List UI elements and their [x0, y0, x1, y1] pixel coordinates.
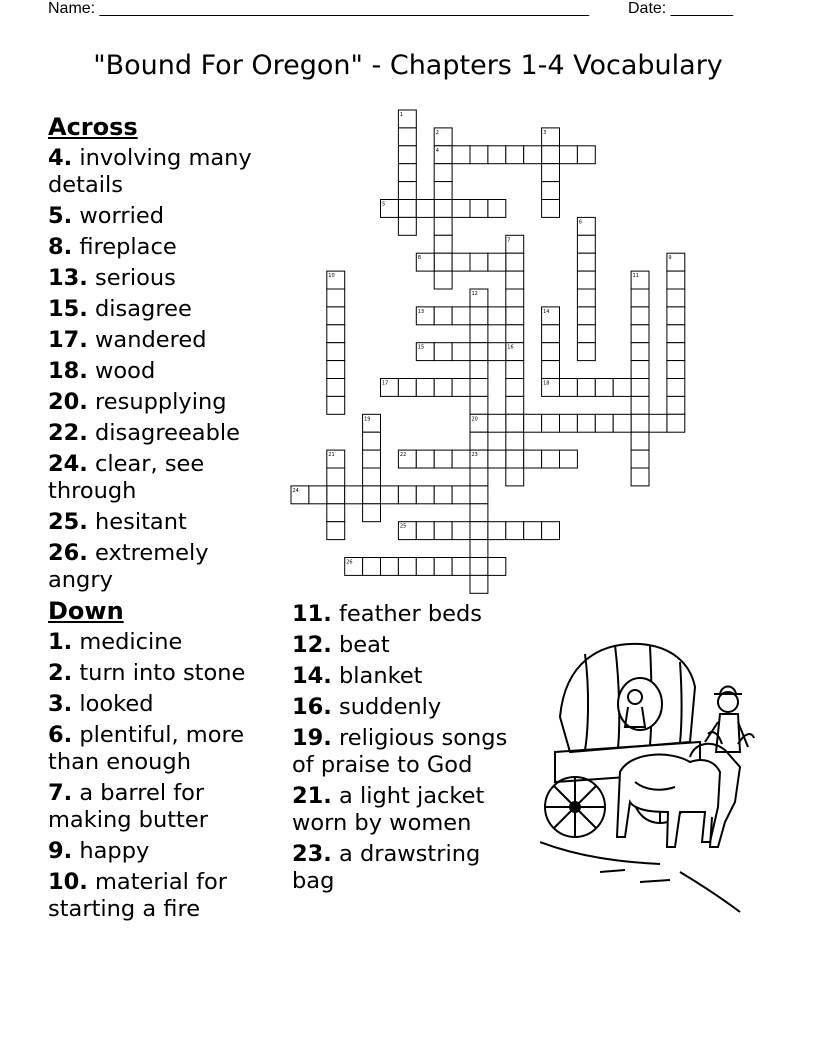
- clue-number: 10.: [48, 869, 88, 895]
- clue-number: 1.: [48, 629, 73, 655]
- grid-cell[interactable]: [488, 146, 506, 164]
- grid-cell[interactable]: [506, 396, 524, 414]
- grid-cell[interactable]: [416, 486, 434, 504]
- grid-cell[interactable]: [452, 558, 470, 576]
- grid-cell[interactable]: [506, 289, 524, 307]
- clue-number: 13.: [48, 265, 88, 291]
- grid-cell[interactable]: [631, 379, 649, 397]
- grid-cell[interactable]: [345, 486, 363, 504]
- grid-cell[interactable]: [488, 450, 506, 468]
- clue-number: 6.: [48, 722, 73, 748]
- grid-cell[interactable]: [452, 522, 470, 540]
- clue-number: 14.: [292, 663, 332, 689]
- grid-cell[interactable]: [631, 450, 649, 468]
- grid-cell[interactable]: [649, 414, 667, 432]
- date-label: Date:: [628, 0, 667, 17]
- grid-cell[interactable]: [524, 146, 542, 164]
- grid-cell[interactable]: [506, 414, 524, 432]
- grid-cell[interactable]: [452, 253, 470, 271]
- grid-cell-number: 12: [471, 291, 478, 297]
- grid-cell[interactable]: [327, 468, 345, 486]
- clue-number: 19.: [292, 725, 332, 751]
- grid-cell[interactable]: [416, 200, 434, 218]
- grid-cell[interactable]: [631, 396, 649, 414]
- grid-cell[interactable]: [488, 253, 506, 271]
- clue-text: turn into stone: [79, 660, 246, 686]
- grid-cell[interactable]: [363, 468, 381, 486]
- grid-cell[interactable]: [542, 325, 560, 343]
- grid-cell[interactable]: [416, 379, 434, 397]
- clue-text: a drawstring bag: [292, 841, 481, 894]
- grid-cell[interactable]: [631, 307, 649, 325]
- grid-cell[interactable]: [398, 128, 416, 146]
- grid-cell[interactable]: [470, 253, 488, 271]
- grid-cell[interactable]: [470, 361, 488, 379]
- grid-cell[interactable]: [631, 468, 649, 486]
- grid-cell[interactable]: [398, 486, 416, 504]
- clue-number: 23.: [292, 841, 332, 867]
- grid-cell-number: 4: [435, 147, 439, 154]
- grid-cell[interactable]: [667, 343, 685, 361]
- clue-item: [292, 725, 512, 779]
- grid-cell[interactable]: [577, 414, 595, 432]
- grid-cell[interactable]: [470, 200, 488, 218]
- grid-cell[interactable]: [542, 182, 560, 200]
- clue-text: medicine: [79, 629, 183, 655]
- grid-cell[interactable]: [398, 200, 416, 218]
- grid-cell[interactable]: [488, 343, 506, 361]
- clue-item: [48, 327, 278, 354]
- grid-cell[interactable]: [560, 414, 578, 432]
- grid-cell-number: 1: [399, 112, 404, 118]
- grid-cell[interactable]: [542, 343, 560, 361]
- grid-cell[interactable]: [506, 468, 524, 486]
- grid-cell[interactable]: [488, 414, 506, 432]
- grid-cell[interactable]: [398, 146, 416, 164]
- clue-text: feather beds: [339, 601, 483, 627]
- grid-cell[interactable]: [506, 361, 524, 379]
- grid-cell[interactable]: [595, 414, 613, 432]
- grid-cell[interactable]: [542, 522, 560, 540]
- grid-cell[interactable]: [363, 432, 381, 450]
- grid-cell[interactable]: [363, 558, 381, 576]
- grid-cell[interactable]: [434, 164, 452, 182]
- grid-cell[interactable]: [470, 504, 488, 522]
- grid-cell[interactable]: [398, 379, 416, 397]
- grid-cell[interactable]: [434, 235, 452, 253]
- grid-cell[interactable]: [470, 325, 488, 343]
- clue-number: 16.: [292, 694, 332, 720]
- grid-cell[interactable]: [327, 504, 345, 522]
- grid-cell[interactable]: [667, 379, 685, 397]
- grid-cell[interactable]: [506, 271, 524, 289]
- grid-cell-number: 6: [578, 219, 583, 226]
- grid-cell-number: 3: [543, 129, 547, 136]
- clue-number: 9.: [48, 838, 73, 864]
- down-list-left: [48, 629, 278, 923]
- grid-cell[interactable]: [577, 343, 595, 361]
- clue-text: wood: [95, 358, 156, 384]
- grid-cell[interactable]: [542, 200, 560, 218]
- grid-cell-number: 13: [417, 308, 425, 315]
- grid-cell[interactable]: [524, 450, 542, 468]
- name-blank: _______________________________________________________: [99, 0, 589, 17]
- grid-cell[interactable]: [542, 146, 560, 164]
- grid-cell[interactable]: [506, 146, 524, 164]
- grid-cell[interactable]: [470, 146, 488, 164]
- clue-text: material for starting a fire: [48, 869, 228, 922]
- grid-cell[interactable]: [434, 253, 452, 271]
- grid-cell[interactable]: [542, 361, 560, 379]
- clue-number: 12.: [292, 632, 332, 658]
- grid-cell-number: 22: [399, 452, 407, 459]
- grid-cell[interactable]: [577, 271, 595, 289]
- grid-cell[interactable]: [667, 396, 685, 414]
- clue-item: [48, 420, 278, 447]
- grid-cell[interactable]: [398, 558, 416, 576]
- clue-text: looked: [79, 691, 154, 717]
- grid-cell[interactable]: [363, 450, 381, 468]
- grid-cell[interactable]: [577, 379, 595, 397]
- grid-cell[interactable]: [667, 361, 685, 379]
- clue-item: [292, 601, 512, 628]
- grid-cell[interactable]: [542, 450, 560, 468]
- grid-cell[interactable]: [434, 558, 452, 576]
- clue-text: suddenly: [339, 694, 442, 720]
- page-title: "Bound For Oregon" - Chapters 1-4 Vocabulary: [93, 50, 723, 81]
- clue-item: [48, 838, 278, 865]
- grid-cell[interactable]: [416, 558, 434, 576]
- clue-number: 18.: [48, 358, 88, 384]
- grid-cell[interactable]: [667, 325, 685, 343]
- grid-cell[interactable]: [434, 486, 452, 504]
- grid-cell[interactable]: [416, 522, 434, 540]
- grid-cell[interactable]: [470, 486, 488, 504]
- clue-text: disagreeable: [95, 420, 240, 446]
- grid-cell[interactable]: [327, 307, 345, 325]
- grid-cell[interactable]: [488, 200, 506, 218]
- grid-cell[interactable]: [470, 379, 488, 397]
- grid-cell[interactable]: [327, 361, 345, 379]
- grid-cell[interactable]: [560, 146, 578, 164]
- grid-cell[interactable]: [434, 200, 452, 218]
- name-label: Name:: [48, 0, 96, 17]
- grid-cell[interactable]: [452, 307, 470, 325]
- grid-cell[interactable]: [434, 182, 452, 200]
- grid-cell[interactable]: [667, 289, 685, 307]
- grid-cell[interactable]: [381, 486, 399, 504]
- across-list: [48, 145, 278, 594]
- grid-cell[interactable]: [327, 325, 345, 343]
- clue-item: [48, 722, 278, 776]
- clue-text: beat: [339, 632, 390, 658]
- clue-item: [48, 509, 278, 536]
- grid-cell[interactable]: [524, 414, 542, 432]
- clue-text: wandered: [95, 327, 207, 353]
- clue-item: [48, 234, 278, 261]
- clue-text: worried: [79, 203, 165, 229]
- grid-cell[interactable]: [327, 289, 345, 307]
- clue-item: [48, 265, 278, 292]
- clue-item: [292, 663, 512, 690]
- clue-text: clear, see through: [48, 451, 205, 504]
- grid-cell-number: 17: [382, 380, 389, 387]
- clue-text: hesitant: [95, 509, 187, 535]
- clue-number: 5.: [48, 203, 73, 229]
- grid-cell[interactable]: [470, 396, 488, 414]
- grid-cell-number: 7: [507, 237, 511, 244]
- grid-cell[interactable]: [470, 468, 488, 486]
- across-heading: Across: [48, 113, 138, 141]
- clue-number: 2.: [48, 660, 73, 686]
- grid-cell[interactable]: [613, 414, 631, 432]
- grid-cell[interactable]: [631, 432, 649, 450]
- grid-cell-number: 9: [668, 255, 672, 262]
- grid-cell-number: 8: [417, 255, 421, 262]
- grid-cell[interactable]: [667, 271, 685, 289]
- clue-number: 26.: [48, 540, 88, 566]
- grid-cell-number: 5: [382, 201, 386, 208]
- grid-cell[interactable]: [542, 164, 560, 182]
- grid-cell[interactable]: [667, 414, 685, 432]
- clue-item: [292, 783, 512, 837]
- grid-cell[interactable]: [434, 271, 452, 289]
- grid-cell[interactable]: [452, 379, 470, 397]
- grid-cell-number: 14: [543, 308, 550, 315]
- clue-number: 7.: [48, 780, 73, 806]
- grid-cell[interactable]: [506, 450, 524, 468]
- grid-cell[interactable]: [488, 307, 506, 325]
- clue-text: religious songs of praise to God: [292, 725, 508, 778]
- grid-cell[interactable]: [506, 307, 524, 325]
- grid-cell[interactable]: [595, 379, 613, 397]
- clue-text: extremely angry: [48, 540, 209, 593]
- clue-text: disagree: [95, 296, 192, 322]
- grid-cell[interactable]: [327, 396, 345, 414]
- grid-cell[interactable]: [434, 450, 452, 468]
- grid-cell[interactable]: [506, 522, 524, 540]
- grid-cell[interactable]: [506, 253, 524, 271]
- grid-cell[interactable]: [416, 450, 434, 468]
- grid-cell[interactable]: [398, 217, 416, 235]
- clue-number: 24.: [48, 451, 88, 477]
- grid-cell[interactable]: [309, 486, 327, 504]
- grid-cell-number: 16: [507, 344, 514, 351]
- clue-item: [48, 869, 278, 923]
- grid-cell[interactable]: [327, 522, 345, 540]
- clue-text: fireplace: [79, 234, 177, 260]
- grid-cell-number: 21: [328, 452, 335, 459]
- grid-cell[interactable]: [506, 325, 524, 343]
- clue-item: [48, 451, 278, 505]
- clue-text: resupplying: [95, 389, 227, 415]
- grid-cell[interactable]: [577, 289, 595, 307]
- grid-cell[interactable]: [470, 522, 488, 540]
- across-clues: [48, 114, 278, 927]
- grid-cell[interactable]: [452, 486, 470, 504]
- grid-cell[interactable]: [381, 558, 399, 576]
- grid-cell[interactable]: [560, 379, 578, 397]
- grid-cell[interactable]: [488, 558, 506, 576]
- grid-cell-number: 23: [471, 452, 478, 459]
- grid-cell[interactable]: [398, 164, 416, 182]
- grid-cell[interactable]: [613, 379, 631, 397]
- down-clues-right: [292, 601, 512, 899]
- grid-cell[interactable]: [577, 307, 595, 325]
- grid-cell[interactable]: [577, 325, 595, 343]
- grid-cell[interactable]: [470, 432, 488, 450]
- grid-cell[interactable]: [327, 486, 345, 504]
- grid-cell[interactable]: [631, 289, 649, 307]
- clue-item: [48, 296, 278, 323]
- grid-cell-number: 15: [417, 344, 425, 351]
- grid-cell[interactable]: [452, 200, 470, 218]
- grid-cell-number: 25: [399, 523, 407, 530]
- clue-item: [48, 145, 278, 199]
- grid-cell-number: 18: [543, 380, 550, 387]
- clue-number: 25.: [48, 509, 88, 535]
- grid-cell[interactable]: [524, 522, 542, 540]
- grid-cell[interactable]: [577, 146, 595, 164]
- grid-cell-number: 2: [435, 129, 439, 136]
- grid-cell-number: 10: [328, 273, 335, 280]
- grid-cell[interactable]: [577, 235, 595, 253]
- grid-cell[interactable]: [434, 522, 452, 540]
- clue-text: a light jacket worn by women: [292, 783, 485, 836]
- grid-cell-number: 19: [364, 416, 371, 423]
- clue-number: 21.: [292, 783, 332, 809]
- clue-item: [48, 780, 278, 834]
- grid-cell-number: 20: [471, 416, 478, 423]
- down-heading: Down: [48, 597, 124, 625]
- date-blank: _______: [670, 0, 733, 17]
- clue-item: [292, 632, 512, 659]
- grid-cell[interactable]: [470, 343, 488, 361]
- grid-cell[interactable]: [506, 379, 524, 397]
- grid-cell[interactable]: [398, 182, 416, 200]
- clue-item: [48, 660, 278, 687]
- grid-cell-number: 24: [292, 487, 299, 494]
- grid-cell[interactable]: [560, 450, 578, 468]
- clue-item: [48, 629, 278, 656]
- grid-cell[interactable]: [470, 307, 488, 325]
- grid-cell[interactable]: [434, 217, 452, 235]
- clue-text: plentiful, more than enough: [48, 722, 245, 775]
- clue-item: [292, 841, 512, 895]
- grid-cell[interactable]: [631, 325, 649, 343]
- grid-cell[interactable]: [452, 343, 470, 361]
- grid-cell[interactable]: [434, 343, 452, 361]
- grid-cell[interactable]: [470, 558, 488, 576]
- clue-item: [48, 691, 278, 718]
- grid-cell-number: 11: [632, 273, 639, 280]
- clue-item: [48, 540, 278, 594]
- grid-cell[interactable]: [470, 575, 488, 593]
- down-list-right: [292, 601, 512, 895]
- clue-item: [48, 203, 278, 230]
- clue-item: [48, 358, 278, 385]
- clue-number: 20.: [48, 389, 88, 415]
- grid-cell[interactable]: [577, 253, 595, 271]
- grid-cell[interactable]: [542, 414, 560, 432]
- grid-cell[interactable]: [506, 432, 524, 450]
- grid-cell[interactable]: [488, 522, 506, 540]
- clue-number: 4.: [48, 145, 73, 171]
- grid-cell[interactable]: [434, 379, 452, 397]
- grid-cell[interactable]: [667, 307, 685, 325]
- clue-item: [48, 389, 278, 416]
- grid-cell[interactable]: [434, 307, 452, 325]
- clue-text: serious: [95, 265, 176, 291]
- clue-number: 8.: [48, 234, 73, 260]
- clue-number: 3.: [48, 691, 73, 717]
- grid-cell[interactable]: [363, 504, 381, 522]
- clue-number: 17.: [48, 327, 88, 353]
- grid-cell[interactable]: [470, 540, 488, 558]
- clue-number: 15.: [48, 296, 88, 322]
- clue-number: 11.: [292, 601, 332, 627]
- clue-text: involving many details: [48, 145, 252, 198]
- grid-cell[interactable]: [631, 361, 649, 379]
- grid-cell[interactable]: [631, 343, 649, 361]
- clue-text: blanket: [339, 663, 423, 689]
- grid-cell[interactable]: [327, 379, 345, 397]
- covered-wagon-illustration: [540, 632, 770, 917]
- grid-cell[interactable]: [327, 343, 345, 361]
- clue-number: 22.: [48, 420, 88, 446]
- grid-cell[interactable]: [452, 450, 470, 468]
- grid-cell[interactable]: [452, 146, 470, 164]
- clue-text: a barrel for making butter: [48, 780, 208, 833]
- grid-cell[interactable]: [363, 486, 381, 504]
- clue-item: [292, 694, 512, 721]
- clue-text: happy: [79, 838, 150, 864]
- grid-cell-number: 26: [346, 559, 353, 566]
- grid-cell[interactable]: [631, 414, 649, 432]
